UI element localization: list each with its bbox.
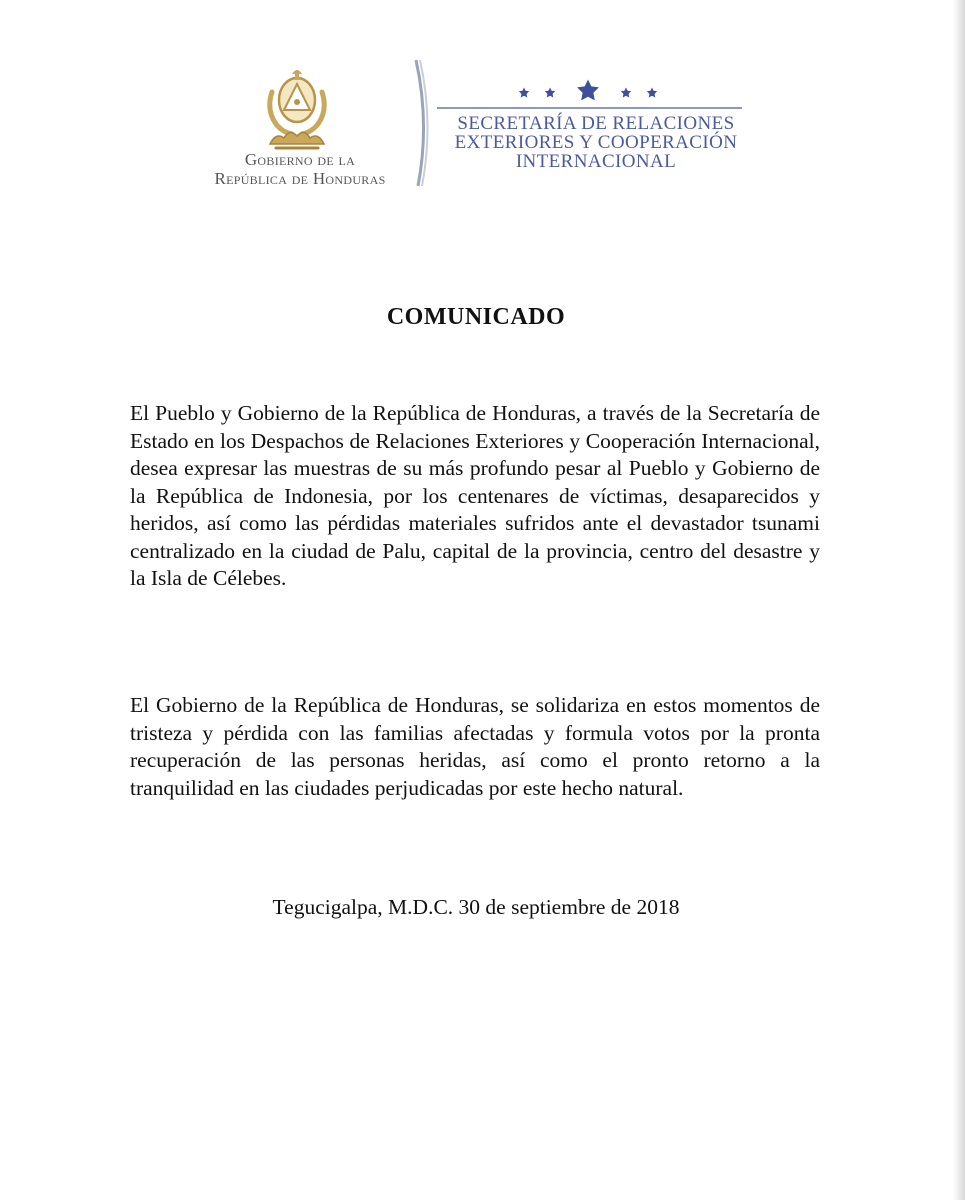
paragraph-2: El Gobierno de la República de Honduras, se solidariza en estos momentos de tristeza y pérdida con las familias afectadas y formula votos por la pronta recuperación de las personas heridas, así como el pronto retorno a la tranquilidad en las ciudades perjudicadas por este hecho natural. <box>130 693 820 800</box>
secretariat-rule <box>437 107 742 109</box>
honduras-coat-of-arms-icon <box>262 62 332 152</box>
stars-icon <box>515 78 660 106</box>
page-edge-shadow <box>953 0 965 1200</box>
secretariat-name-line-2: EXTERIORES Y COOPERACIÓN <box>454 132 738 153</box>
paragraph-1: El Pueblo y Gobierno de la República de Honduras, a través de la Secretaría de Estado en los Despachos de Relaciones Exteriores y Cooperación Internacional, desea expresar las muestras de su más profundo pesar al Pueblo y Gobierno de la República de Indonesia, por los centenares de víctimas, desaparecidos y heridos, así como las pérdidas materiales sufridos ante el devastador tsunami centralizado en la ciudad de Palu, capital de la provincia, centro del desastre y la Isla de Célebes. <box>130 401 820 590</box>
secretariat-name <box>436 114 756 171</box>
place-and-date: Tegucigalpa, M.D.C. 30 de septiembre de 2018 <box>272 895 680 919</box>
government-name <box>200 150 400 188</box>
secretariat-name-line-3: INTERNACIONAL <box>515 151 677 172</box>
secretariat-name-line-1: SECRETARÍA DE RELACIONES <box>457 113 735 134</box>
government-name-line-2: República de Honduras <box>214 169 386 188</box>
header-divider <box>412 58 436 188</box>
document-title: COMUNICADO <box>386 304 566 330</box>
government-name-line-1: Gobierno de la <box>244 150 356 169</box>
